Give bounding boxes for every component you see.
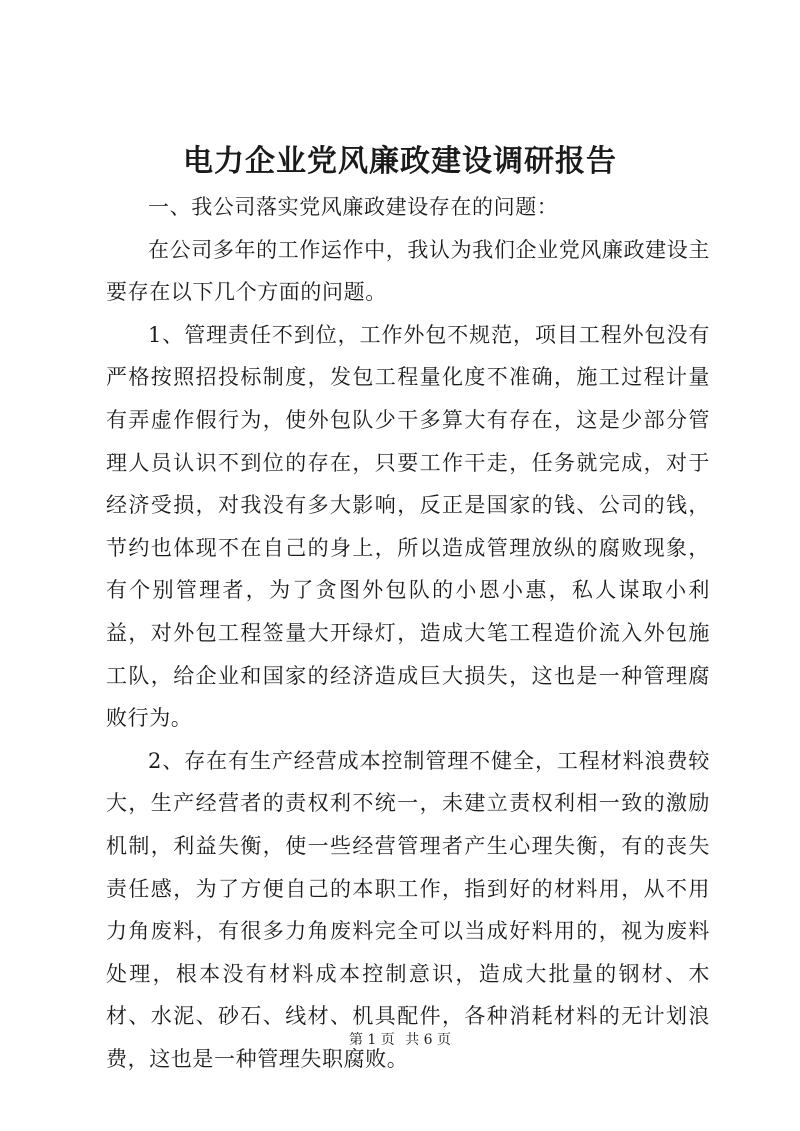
document-body	[106, 186, 710, 1080]
paragraph-intro: 在公司多年的工作运作中，我认为我们企业党风廉政建设主要存在以下几个方面的问题。	[106, 237, 710, 305]
page-footer	[0, 1030, 800, 1050]
paragraph-item-2: 2、存在有生产经营成本控制管理不健全，工程材料浪费较大，生产经营者的责权利不统一，未建立责权利相一致的激励机制，利益失衡，使一些经营管理者产生心理失衡，有的丧失责任感，为了方便自己的本职工作，指到好的材料用，从不用力角废料，有很多力角废料完全可以当成好料用的，视为废料处理，根本没有材料成本控制意识，造成大批量的钢材、木材、水泥、砂石、线材、机具配件，各种消耗材料的无计划浪费，这也是一种管理失职腐败。	[106, 748, 710, 1071]
section-heading: 一、我公司落实党风廉政建设存在的问题：	[148, 195, 559, 219]
page-total: 共 6 页	[405, 1032, 452, 1048]
page-number: 第 1 页	[348, 1032, 395, 1048]
paragraph-item-1: 1、管理责任不到位，工作外包不规范，项目工程外包没有严格按照招投标制度，发包工程量化度不准确，施工过程计量有弄虚作假行为，使外包队少干多算大有存在，这是少部分管理人员认识不到位的存在，只要工作干走，任务就完成，对于经济受损，对我没有多大影响，反正是国家的钱、公司的钱，节约也体现不在自己的身上，所以造成管理放纵的腐败现象，有个别管理者，为了贪图外包队的小恩小惠，私人谋取小利益，对外包工程签量大开绿灯，造成大笔工程造价流入外包施工队，给企业和国家的经济造成巨大损失，这也是一种管理腐败行为。	[106, 322, 710, 731]
document-title: 电力企业党风廉政建设调研报告	[183, 144, 617, 179]
